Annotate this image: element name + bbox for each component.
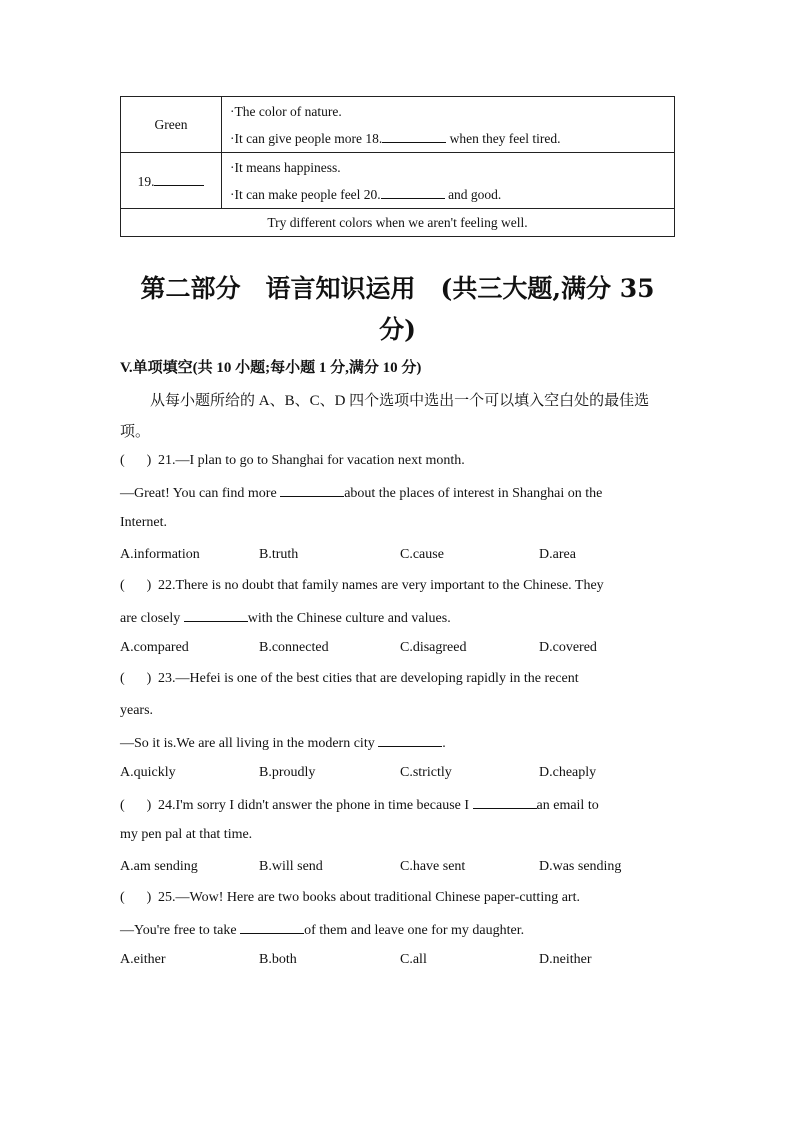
answer-blank[interactable] [240, 919, 304, 934]
question-21-line: ( ) 21.—I plan to go to Shanghai for vacation next month. [120, 453, 465, 468]
description-line: ·The color of nature. [230, 103, 342, 119]
table-footer: Try different colors when we aren't feeling well. [121, 209, 675, 237]
option-a[interactable]: A.information [120, 547, 200, 562]
option-c[interactable]: C.strictly [400, 765, 452, 780]
answer-blank[interactable] [473, 794, 537, 809]
option-a[interactable]: A.am sending [120, 859, 198, 874]
option-d[interactable]: D.area [539, 547, 576, 562]
question-25-line: ( ) 25.—Wow! Here are two books about traditional Chinese paper-cutting art. [120, 890, 580, 905]
answer-blank-20[interactable] [381, 184, 445, 199]
question-23-line: years. [120, 703, 154, 718]
option-b[interactable]: B.both [259, 952, 297, 967]
question-25-line: —You're free to take of them and leave one for my daughter. [120, 919, 524, 941]
option-d[interactable]: D.was sending [539, 859, 622, 874]
option-d[interactable]: D.covered [539, 640, 597, 655]
option-c[interactable]: C.cause [400, 547, 444, 562]
color-name-cell: 19. [121, 153, 222, 209]
question-23-line: —So it is.We are all living in the modern city . [120, 732, 446, 754]
color-description-cell [222, 97, 675, 153]
color-table [120, 96, 675, 237]
option-b[interactable]: B.connected [259, 640, 329, 655]
description-line: ·It can make people feel 20. and good. [230, 181, 674, 208]
answer-blank-18[interactable] [382, 128, 446, 143]
question-24-line: ( ) 24.I'm sorry I didn't answer the phone in time because I an email to [120, 794, 599, 816]
question-22-line: are closely with the Chinese culture and values. [120, 607, 451, 629]
table-row [121, 209, 675, 237]
option-b[interactable]: B.proudly [259, 765, 316, 780]
answer-blank[interactable] [280, 482, 344, 497]
answer-blank[interactable] [184, 607, 248, 622]
option-c[interactable]: C.disagreed [400, 640, 467, 655]
option-c[interactable]: C.have sent [400, 859, 466, 874]
option-a[interactable]: A.either [120, 952, 166, 967]
description-line: ·It means happiness. [230, 159, 341, 175]
answer-blank-19[interactable] [154, 171, 204, 186]
part-heading: 第二部分 语言知识运用 (共三大题,满分 35 分) [140, 274, 655, 344]
color-name-cell: Green [121, 97, 222, 153]
option-a[interactable]: A.quickly [120, 765, 176, 780]
answer-blank[interactable] [378, 732, 442, 747]
option-b[interactable]: B.truth [259, 547, 299, 562]
question-21-line: —Great! You can find more about the places of interest in Shanghai on the [120, 482, 602, 504]
color-description-cell [222, 153, 675, 209]
description-line: ·It can give people more 18. when they feel tired. [230, 125, 674, 152]
section-instructions: 从每小题所给的 A、B、C、D 四个选项中选出一个可以填入空白处的最佳选项。 [120, 393, 650, 440]
section-title: V.单项填空(共 10 小题;每小题 1 分,满分 10 分) [120, 360, 422, 376]
option-a[interactable]: A.compared [120, 640, 189, 655]
option-c[interactable]: C.all [400, 952, 427, 967]
question-23-line: ( ) 23.—Hefei is one of the best cities that are developing rapidly in the recent [120, 671, 579, 686]
option-d[interactable]: D.neither [539, 952, 592, 967]
option-b[interactable]: B.will send [259, 859, 323, 874]
option-d[interactable]: D.cheaply [539, 765, 597, 780]
table-row [121, 97, 675, 153]
question-24-line: my pen pal at that time. [120, 827, 253, 842]
table-row [121, 153, 675, 209]
question-22-line: ( ) 22.There is no doubt that family names are very important to the Chinese. They [120, 578, 604, 593]
question-21-line: Internet. [120, 515, 168, 530]
